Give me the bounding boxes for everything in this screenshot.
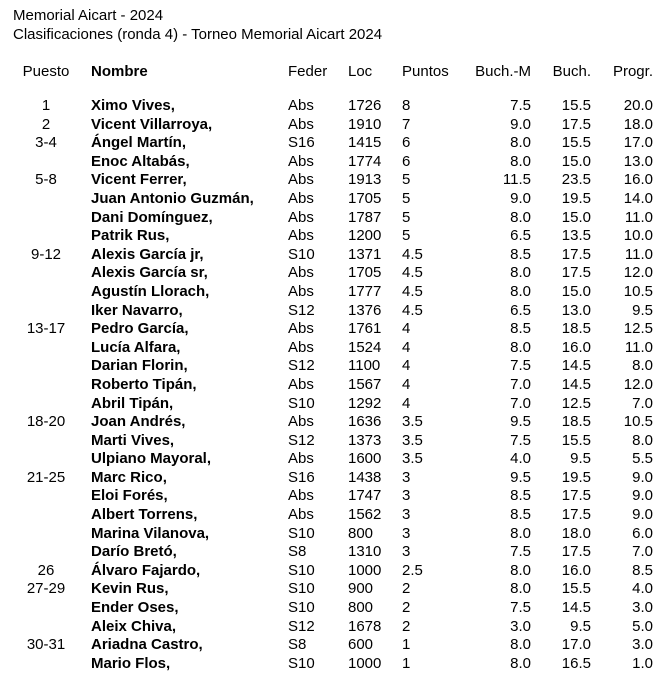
cell-puesto: 26 bbox=[37, 561, 55, 579]
cell-buch: 23.5 bbox=[561, 171, 591, 189]
cell-puesto: 1 bbox=[41, 97, 51, 114]
cell-buch: 17.5 bbox=[561, 543, 591, 561]
table-row bbox=[0, 655, 666, 674]
cell-feder: Abs bbox=[288, 506, 314, 524]
cell-loc: 1761 bbox=[348, 320, 382, 338]
cell-progr: 11.0 bbox=[624, 245, 653, 263]
cell-feder: Abs bbox=[288, 264, 314, 282]
cell-puntos: 3.5 bbox=[402, 431, 423, 449]
cell-puntos: 3.5 bbox=[402, 450, 423, 468]
cell-nombre: Vicent Ferrer, bbox=[91, 171, 187, 189]
column-header-nombre: Nombre bbox=[91, 63, 148, 80]
cell-loc: 800 bbox=[348, 599, 374, 617]
table-row bbox=[0, 302, 666, 321]
cell-feder: Abs bbox=[288, 320, 314, 338]
cell-puntos: 4.5 bbox=[402, 282, 423, 300]
cell-nombre: Iker Navarro, bbox=[91, 301, 183, 319]
cell-puntos: 4 bbox=[402, 357, 411, 375]
cell-buch: 14.5 bbox=[561, 375, 591, 393]
cell-buch-m: 6.5 bbox=[510, 227, 531, 245]
cell-nombre: Marc Rico, bbox=[91, 468, 167, 486]
cell-progr: 9.5 bbox=[632, 301, 653, 319]
cell-progr: 20.0 bbox=[623, 97, 653, 114]
table-row bbox=[0, 395, 666, 414]
column-header-puntos: Puntos bbox=[402, 63, 449, 80]
cell-buch-m: 8.0 bbox=[510, 152, 531, 170]
cell-puntos: 4 bbox=[402, 375, 411, 393]
cell-feder: S16 bbox=[288, 134, 315, 152]
document-title: Memorial Aicart - 2024 bbox=[13, 7, 164, 24]
table-row bbox=[0, 227, 666, 246]
cell-progr: 12.5 bbox=[623, 320, 653, 338]
cell-loc: 600 bbox=[348, 636, 374, 654]
cell-puesto: 9-12 bbox=[30, 245, 62, 263]
cell-puntos: 3 bbox=[402, 487, 411, 505]
cell-buch-m: 7.5 bbox=[510, 357, 531, 375]
cell-buch-m: 7.0 bbox=[510, 375, 531, 393]
cell-progr: 7.0 bbox=[632, 394, 653, 412]
cell-progr: 17.0 bbox=[623, 134, 653, 152]
table-row bbox=[0, 339, 666, 358]
cell-puntos: 3 bbox=[402, 524, 411, 542]
cell-loc: 1371 bbox=[348, 245, 382, 263]
cell-progr: 8.0 bbox=[632, 431, 653, 449]
cell-feder: Abs bbox=[288, 152, 314, 170]
cell-progr: 13.0 bbox=[623, 152, 653, 170]
cell-buch: 19.5 bbox=[561, 189, 591, 207]
cell-loc: 1600 bbox=[348, 450, 382, 468]
table-row bbox=[0, 246, 666, 265]
cell-feder: Abs bbox=[288, 338, 314, 356]
cell-puntos: 7 bbox=[402, 115, 411, 133]
cell-progr: 5.0 bbox=[632, 617, 653, 635]
cell-puesto: 27-29 bbox=[26, 580, 66, 598]
cell-nombre: Marina Vilanova, bbox=[91, 524, 210, 542]
table-row bbox=[0, 543, 666, 562]
cell-buch-m: 9.5 bbox=[510, 413, 531, 431]
cell-nombre: Alexis García sr, bbox=[91, 264, 208, 282]
cell-nombre: Ender Oses, bbox=[91, 599, 179, 617]
cell-buch: 17.5 bbox=[561, 487, 591, 505]
cell-loc: 1100 bbox=[348, 357, 381, 375]
cell-loc: 1310 bbox=[348, 543, 382, 561]
cell-progr: 4.0 bbox=[632, 580, 653, 598]
table-row bbox=[0, 506, 666, 525]
table-row bbox=[0, 580, 666, 599]
cell-buch: 18.5 bbox=[561, 320, 591, 338]
cell-buch-m: 8.0 bbox=[510, 134, 531, 152]
cell-progr: 3.0 bbox=[632, 599, 653, 617]
cell-progr: 7.0 bbox=[632, 543, 653, 561]
table-row bbox=[0, 153, 666, 172]
cell-buch-m: 8.0 bbox=[510, 636, 531, 654]
cell-puesto: 21-25 bbox=[26, 468, 66, 486]
cell-feder: S12 bbox=[288, 301, 315, 319]
cell-buch: 15.5 bbox=[561, 134, 591, 152]
cell-buch: 18.5 bbox=[561, 413, 591, 431]
table-row bbox=[0, 357, 666, 376]
cell-loc: 1200 bbox=[348, 227, 382, 245]
cell-puntos: 5 bbox=[402, 208, 411, 226]
cell-puntos: 2 bbox=[402, 599, 411, 617]
cell-progr: 10.0 bbox=[623, 227, 653, 245]
cell-buch-m: 8.0 bbox=[510, 264, 531, 282]
column-header-puesto: Puesto bbox=[22, 63, 70, 80]
cell-puntos: 5 bbox=[402, 171, 411, 189]
cell-loc: 1747 bbox=[348, 487, 382, 505]
cell-buch-m: 7.5 bbox=[510, 599, 531, 617]
cell-puntos: 5 bbox=[402, 227, 411, 245]
cell-loc: 1777 bbox=[348, 282, 382, 300]
cell-puntos: 4.5 bbox=[402, 301, 423, 319]
cell-buch: 18.0 bbox=[561, 524, 591, 542]
cell-buch-m: 8.0 bbox=[510, 561, 531, 579]
cell-puntos: 4 bbox=[402, 338, 411, 356]
cell-loc: 900 bbox=[348, 580, 374, 598]
column-header-feder: Feder bbox=[288, 63, 328, 80]
cell-feder: Abs bbox=[288, 450, 314, 468]
cell-puntos: 2.5 bbox=[402, 561, 423, 579]
cell-feder: Abs bbox=[288, 208, 314, 226]
cell-progr: 6.0 bbox=[632, 524, 653, 542]
cell-buch: 17.5 bbox=[561, 115, 591, 133]
cell-puesto: 5-8 bbox=[35, 171, 57, 189]
cell-buch-m: 8.5 bbox=[510, 506, 531, 524]
cell-buch-m: 8.5 bbox=[510, 320, 531, 338]
cell-buch: 16.0 bbox=[561, 338, 591, 356]
cell-buch: 15.0 bbox=[561, 152, 591, 170]
cell-buch: 15.5 bbox=[561, 580, 591, 598]
cell-buch: 16.0 bbox=[561, 561, 591, 579]
cell-progr: 9.0 bbox=[632, 468, 653, 486]
cell-nombre: Pedro García, bbox=[91, 320, 189, 338]
cell-puntos: 3.5 bbox=[402, 413, 423, 431]
cell-loc: 1910 bbox=[348, 115, 382, 133]
cell-buch-m: 4.0 bbox=[510, 450, 531, 468]
table-row bbox=[0, 432, 666, 451]
cell-loc: 1438 bbox=[348, 468, 382, 486]
cell-buch-m: 8.5 bbox=[510, 245, 531, 263]
cell-progr: 14.0 bbox=[623, 189, 653, 207]
cell-feder: S12 bbox=[288, 617, 315, 635]
cell-feder: S8 bbox=[288, 636, 307, 654]
cell-feder: Abs bbox=[288, 375, 314, 393]
cell-buch: 12.5 bbox=[561, 394, 591, 412]
cell-feder: S10 bbox=[288, 654, 315, 672]
cell-feder: S10 bbox=[288, 524, 315, 542]
table-row bbox=[0, 562, 666, 581]
column-header-loc: Loc bbox=[348, 63, 373, 80]
cell-progr: 8.0 bbox=[632, 357, 653, 375]
cell-buch-m: 6.5 bbox=[510, 301, 531, 319]
cell-buch: 9.5 bbox=[570, 617, 591, 635]
cell-progr: 1.0 bbox=[632, 654, 653, 672]
table-row bbox=[0, 636, 666, 655]
cell-feder: Abs bbox=[288, 115, 314, 133]
cell-buch: 13.0 bbox=[561, 301, 591, 319]
cell-puntos: 1 bbox=[402, 636, 411, 654]
cell-puntos: 2 bbox=[402, 580, 411, 598]
cell-feder: Abs bbox=[288, 97, 314, 114]
table-row bbox=[0, 413, 666, 432]
cell-progr: 18.0 bbox=[623, 115, 653, 133]
cell-nombre: Dani Domínguez, bbox=[91, 208, 213, 226]
cell-buch: 17.5 bbox=[561, 264, 591, 282]
cell-nombre: Albert Torrens, bbox=[91, 506, 198, 524]
cell-progr: 11.0 bbox=[624, 338, 653, 356]
cell-buch-m: 11.5 bbox=[502, 171, 531, 189]
cell-feder: S8 bbox=[288, 543, 307, 561]
cell-buch-m: 8.0 bbox=[510, 524, 531, 542]
cell-nombre: Ulpiano Mayoral, bbox=[91, 450, 212, 468]
cell-loc: 1524 bbox=[348, 338, 382, 356]
cell-loc: 1567 bbox=[348, 375, 382, 393]
cell-buch: 14.5 bbox=[561, 599, 591, 617]
cell-puntos: 6 bbox=[402, 134, 411, 152]
cell-puntos: 4.5 bbox=[402, 245, 423, 263]
cell-progr: 10.5 bbox=[623, 282, 653, 300]
column-header-progr: Progr. bbox=[612, 63, 653, 80]
cell-loc: 1774 bbox=[348, 152, 382, 170]
cell-puesto: 2 bbox=[41, 115, 51, 133]
cell-buch-m: 8.5 bbox=[510, 487, 531, 505]
cell-buch: 17.0 bbox=[561, 636, 591, 654]
cell-buch: 17.5 bbox=[561, 245, 591, 263]
cell-puntos: 6 bbox=[402, 152, 411, 170]
column-header-buch: Buch. bbox=[552, 63, 591, 80]
cell-feder: S10 bbox=[288, 561, 315, 579]
cell-nombre: Darian Florin, bbox=[91, 357, 188, 375]
cell-puntos: 8 bbox=[402, 97, 411, 114]
cell-progr: 3.0 bbox=[632, 636, 653, 654]
cell-buch: 15.5 bbox=[561, 431, 591, 449]
table-row bbox=[0, 134, 666, 153]
cell-loc: 1705 bbox=[348, 189, 382, 207]
cell-feder: S10 bbox=[288, 580, 315, 598]
cell-feder: S12 bbox=[288, 357, 315, 375]
cell-feder: S10 bbox=[288, 245, 315, 263]
cell-buch: 17.5 bbox=[561, 506, 591, 524]
cell-loc: 1562 bbox=[348, 506, 382, 524]
cell-nombre: Enoc Altabás, bbox=[91, 152, 190, 170]
cell-nombre: Álvaro Fajardo, bbox=[91, 561, 201, 579]
cell-puntos: 1 bbox=[402, 654, 411, 672]
table-row bbox=[0, 116, 666, 135]
cell-loc: 1000 bbox=[348, 654, 382, 672]
cell-puesto: 3-4 bbox=[35, 134, 57, 152]
table-row bbox=[0, 618, 666, 637]
cell-nombre: Marti Vives, bbox=[91, 431, 175, 449]
cell-progr: 9.0 bbox=[632, 487, 653, 505]
cell-loc: 1913 bbox=[348, 171, 382, 189]
cell-feder: Abs bbox=[288, 487, 314, 505]
cell-puntos: 3 bbox=[402, 468, 411, 486]
cell-nombre: Aleix Chiva, bbox=[91, 617, 177, 635]
cell-buch-m: 7.5 bbox=[510, 431, 531, 449]
cell-buch: 16.5 bbox=[561, 654, 591, 672]
cell-nombre: Darío Bretó, bbox=[91, 543, 177, 561]
cell-loc: 1705 bbox=[348, 264, 382, 282]
cell-loc: 1376 bbox=[348, 301, 382, 319]
cell-nombre: Juan Antonio Guzmán, bbox=[91, 189, 254, 207]
cell-buch-m: 8.0 bbox=[510, 654, 531, 672]
cell-nombre: Patrik Rus, bbox=[91, 227, 170, 245]
cell-buch: 15.0 bbox=[561, 282, 591, 300]
cell-buch-m: 8.0 bbox=[510, 282, 531, 300]
cell-progr: 16.0 bbox=[623, 171, 653, 189]
cell-nombre: Eloi Forés, bbox=[91, 487, 168, 505]
cell-nombre: Kevin Rus, bbox=[91, 580, 169, 598]
cell-feder: Abs bbox=[288, 171, 314, 189]
cell-feder: S12 bbox=[288, 431, 315, 449]
cell-feder: S16 bbox=[288, 468, 315, 486]
cell-feder: Abs bbox=[288, 189, 314, 207]
cell-loc: 800 bbox=[348, 524, 374, 542]
cell-buch: 9.5 bbox=[570, 450, 591, 468]
standings-table bbox=[0, 61, 666, 673]
table-row bbox=[0, 525, 666, 544]
cell-nombre: Joan Andrés, bbox=[91, 413, 186, 431]
cell-buch: 15.0 bbox=[561, 208, 591, 226]
cell-buch: 19.5 bbox=[561, 468, 591, 486]
cell-progr: 12.0 bbox=[623, 264, 653, 282]
cell-puntos: 3 bbox=[402, 506, 411, 524]
cell-nombre: Vicent Villarroya, bbox=[91, 115, 213, 133]
cell-puntos: 4 bbox=[402, 394, 411, 412]
cell-buch-m: 9.5 bbox=[510, 468, 531, 486]
cell-loc: 1636 bbox=[348, 413, 382, 431]
cell-nombre: Mario Flos, bbox=[91, 654, 171, 672]
cell-loc: 1726 bbox=[348, 97, 382, 114]
cell-feder: Abs bbox=[288, 282, 314, 300]
cell-puesto: 30-31 bbox=[26, 636, 66, 654]
cell-puntos: 2 bbox=[402, 617, 411, 635]
cell-nombre: Lucía Alfara, bbox=[91, 338, 181, 356]
cell-puntos: 4 bbox=[402, 320, 411, 338]
cell-progr: 5.5 bbox=[632, 450, 653, 468]
cell-loc: 1000 bbox=[348, 561, 382, 579]
cell-loc: 1373 bbox=[348, 431, 382, 449]
cell-nombre: Agustín Llorach, bbox=[91, 282, 210, 300]
table-row bbox=[0, 487, 666, 506]
cell-progr: 10.5 bbox=[623, 413, 653, 431]
cell-nombre: Roberto Tipán, bbox=[91, 375, 197, 393]
cell-buch-m: 7.5 bbox=[510, 97, 531, 114]
cell-puesto: 13-17 bbox=[26, 320, 66, 338]
cell-buch-m: 9.0 bbox=[510, 115, 531, 133]
table-row bbox=[0, 97, 666, 116]
cell-buch-m: 7.5 bbox=[510, 543, 531, 561]
cell-buch: 15.5 bbox=[561, 97, 591, 114]
cell-buch-m: 7.0 bbox=[510, 394, 531, 412]
cell-nombre: Ximo Vives, bbox=[91, 97, 175, 114]
cell-buch-m: 8.0 bbox=[510, 208, 531, 226]
table-row bbox=[0, 450, 666, 469]
cell-progr: 11.0 bbox=[624, 208, 653, 226]
cell-feder: S10 bbox=[288, 599, 315, 617]
cell-nombre: Abril Tipán, bbox=[91, 394, 174, 412]
cell-loc: 1415 bbox=[348, 134, 382, 152]
cell-progr: 9.0 bbox=[632, 506, 653, 524]
cell-buch: 13.5 bbox=[561, 227, 591, 245]
cell-buch-m: 9.0 bbox=[510, 189, 531, 207]
cell-feder: Abs bbox=[288, 227, 314, 245]
cell-progr: 12.0 bbox=[623, 375, 653, 393]
cell-loc: 1678 bbox=[348, 617, 382, 635]
table-row bbox=[0, 599, 666, 618]
cell-nombre: Alexis García jr, bbox=[91, 245, 204, 263]
table-row bbox=[0, 190, 666, 209]
document-header bbox=[13, 6, 382, 44]
cell-nombre: Ángel Martín, bbox=[91, 134, 187, 152]
table-row bbox=[0, 171, 666, 190]
cell-buch-m: 8.0 bbox=[510, 338, 531, 356]
cell-nombre: Ariadna Castro, bbox=[91, 636, 203, 654]
cell-puntos: 5 bbox=[402, 189, 411, 207]
cell-progr: 8.5 bbox=[632, 561, 653, 579]
cell-buch: 14.5 bbox=[561, 357, 591, 375]
table-row bbox=[0, 320, 666, 339]
table-row bbox=[0, 376, 666, 395]
cell-feder: Abs bbox=[288, 413, 314, 431]
table-row bbox=[0, 209, 666, 228]
cell-buch-m: 3.0 bbox=[510, 617, 531, 635]
column-header-buch-m: Buch.-M bbox=[475, 63, 531, 80]
cell-loc: 1787 bbox=[348, 208, 382, 226]
cell-puntos: 4.5 bbox=[402, 264, 423, 282]
cell-loc: 1292 bbox=[348, 394, 382, 412]
cell-puesto: 18-20 bbox=[26, 413, 66, 431]
document-subtitle: Clasificaciones (ronda 4) - Torneo Memorial Aicart 2024 bbox=[13, 26, 383, 43]
cell-buch-m: 8.0 bbox=[510, 580, 531, 598]
table-row bbox=[0, 283, 666, 302]
table-header-row bbox=[0, 61, 666, 83]
table-row bbox=[0, 264, 666, 283]
cell-feder: S10 bbox=[288, 394, 315, 412]
cell-puntos: 3 bbox=[402, 543, 411, 561]
table-row bbox=[0, 469, 666, 488]
table-body bbox=[0, 97, 666, 673]
